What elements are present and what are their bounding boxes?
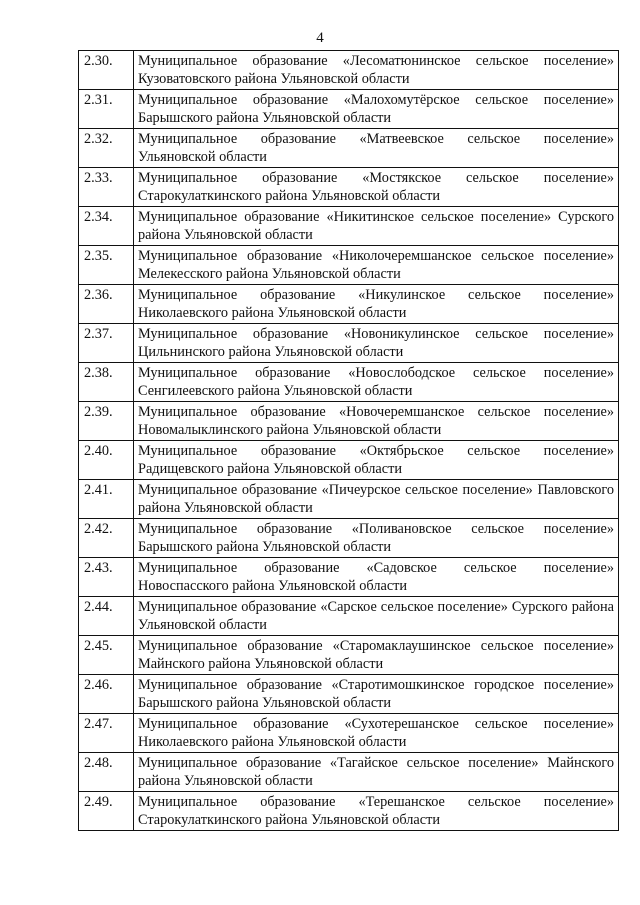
row-text: Муниципальное образование «Малохомутёрское сельское поселение» Барышского района Ульяновской области (134, 90, 619, 129)
row-number: 2.39. (79, 402, 134, 441)
table-row (79, 207, 619, 246)
row-text: Муниципальное образование «Никитинское сельское поселение» Сурского района Ульяновской области (134, 207, 619, 246)
table-row (79, 753, 619, 792)
table-row (79, 402, 619, 441)
table-row (79, 675, 619, 714)
row-text: Муниципальное образование «Пичеурское сельское поселение» Павловского района Ульяновской области (134, 480, 619, 519)
row-number: 2.42. (79, 519, 134, 558)
row-number: 2.46. (79, 675, 134, 714)
row-number: 2.43. (79, 558, 134, 597)
table-row (79, 636, 619, 675)
table-row (79, 90, 619, 129)
table-row (79, 324, 619, 363)
row-text: Муниципальное образование «Терешанское сельское поселение» Старокулаткинского района Ульяновской области (134, 792, 619, 831)
row-text: Муниципальное образование «Николочеремшанское сельское поселение» Мелекесского района Ульяновской области (134, 246, 619, 285)
row-number: 2.49. (79, 792, 134, 831)
table-row (79, 519, 619, 558)
table-row (79, 714, 619, 753)
table-row (79, 285, 619, 324)
row-text: Муниципальное образование «Новоникулинское сельское поселение» Цильнинского района Ульяновской области (134, 324, 619, 363)
row-text: Муниципальное образование «Матвеевское сельское поселение» Ульяновской области (134, 129, 619, 168)
row-number: 2.48. (79, 753, 134, 792)
row-number: 2.34. (79, 207, 134, 246)
row-text: Муниципальное образование «Новочеремшанское сельское поселение» Новомалыклинского района Ульяновской области (134, 402, 619, 441)
row-text: Муниципальное образование «Тагайское сельское поселение» Майнского района Ульяновской области (134, 753, 619, 792)
row-number: 2.32. (79, 129, 134, 168)
row-number: 2.40. (79, 441, 134, 480)
row-number: 2.31. (79, 90, 134, 129)
row-number: 2.33. (79, 168, 134, 207)
row-number: 2.44. (79, 597, 134, 636)
row-text: Муниципальное образование «Старотимошкинское городское поселение» Барышского района Ульяновской области (134, 675, 619, 714)
table-row (79, 792, 619, 831)
row-text: Муниципальное образование «Мостякское сельское поселение» Старокулаткинского района Ульяновской области (134, 168, 619, 207)
table-row (79, 558, 619, 597)
table-row (79, 129, 619, 168)
municipality-table (78, 50, 619, 831)
table-row (79, 597, 619, 636)
row-text: Муниципальное образование «Сухотерешанское сельское поселение» Николаевского района Ульяновской области (134, 714, 619, 753)
table-row (79, 480, 619, 519)
row-number: 2.36. (79, 285, 134, 324)
row-text: Муниципальное образование «Новослободское сельское поселение» Сенгилеевского района Ульяновской области (134, 363, 619, 402)
table-row (79, 168, 619, 207)
table-row (79, 363, 619, 402)
row-text: Муниципальное образование «Поливановское сельское поселение» Барышского района Ульяновской области (134, 519, 619, 558)
row-number: 2.37. (79, 324, 134, 363)
row-number: 2.35. (79, 246, 134, 285)
row-text: Муниципальное образование «Октябрьское сельское поселение» Радищевского района Ульяновской области (134, 441, 619, 480)
row-number: 2.41. (79, 480, 134, 519)
row-number: 2.38. (79, 363, 134, 402)
row-number: 2.47. (79, 714, 134, 753)
row-text: Муниципальное образование «Сарское сельское поселение» Сурского района Ульяновской области (134, 597, 619, 636)
page-number: 4 (316, 30, 324, 46)
row-text: Муниципальное образование «Лесоматюнинское сельское поселение» Кузоватовского района Ульяновской области (134, 51, 619, 90)
row-number: 2.45. (79, 636, 134, 675)
table-row (79, 51, 619, 90)
row-text: Муниципальное образование «Старомаклаушинское сельское поселение» Майнского района Ульяновской области (134, 636, 619, 675)
table-row (79, 246, 619, 285)
table-row (79, 441, 619, 480)
row-number: 2.30. (79, 51, 134, 90)
row-text: Муниципальное образование «Садовское сельское поселение» Новоспасского района Ульяновской области (134, 558, 619, 597)
row-text: Муниципальное образование «Никулинское сельское поселение» Николаевского района Ульяновской области (134, 285, 619, 324)
